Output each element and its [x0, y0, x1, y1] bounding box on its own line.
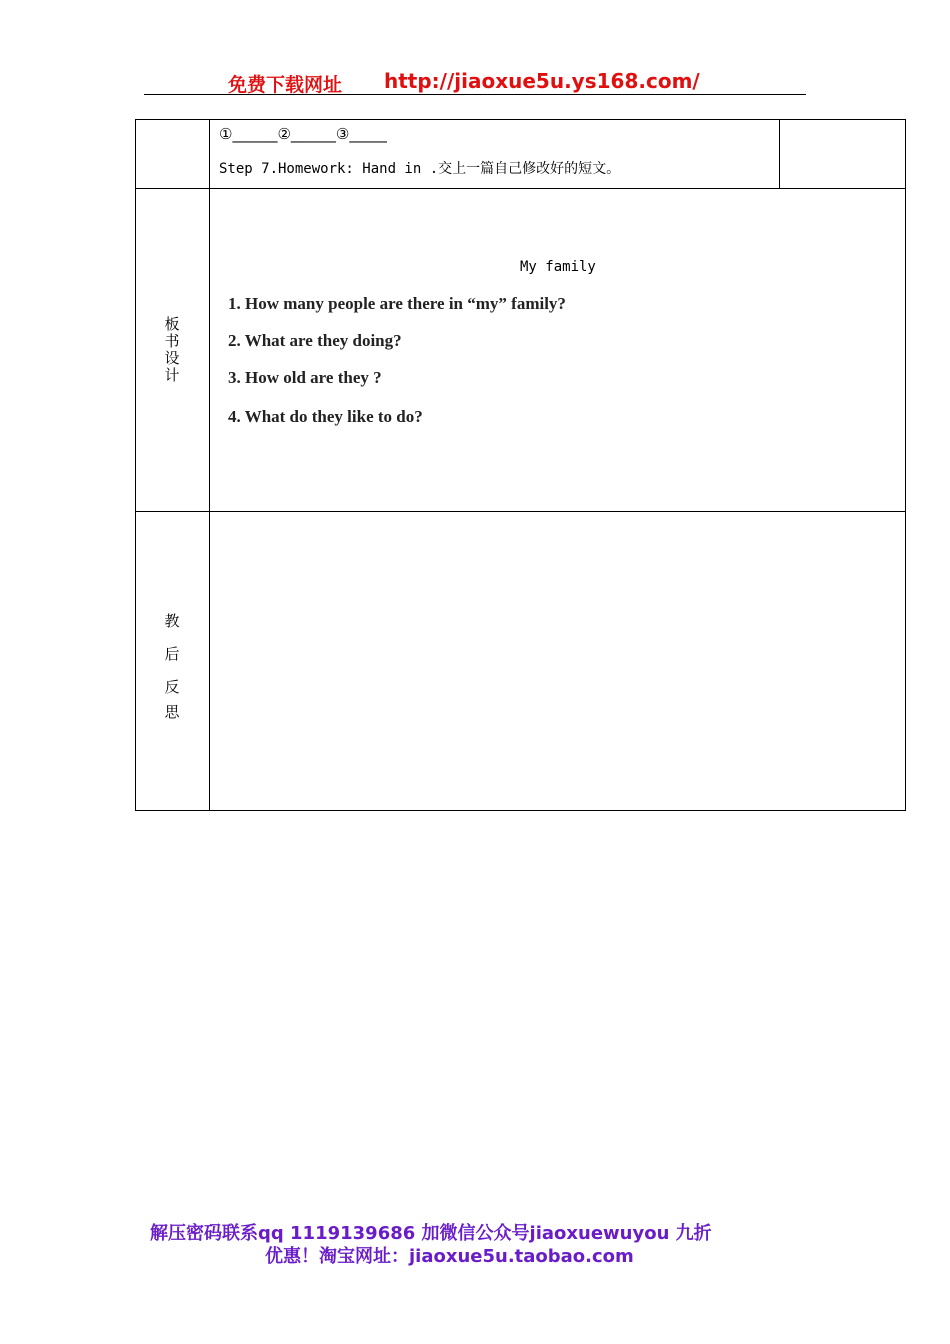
label-char: 计 — [164, 366, 180, 384]
footer-contact-line: 解压密码联系qq 1119139686 加微信公众号jiaoxuewuyou 九折 — [150, 1223, 712, 1244]
table-col-divider-1 — [209, 119, 210, 811]
homework-step — [219, 158, 620, 178]
step-chinese-text: 交上一篇自己修改好的短文。 — [438, 161, 621, 177]
label-char: 设 — [164, 349, 180, 367]
question-item: 1. How many people are there in “my” family? — [228, 294, 566, 313]
step-prefix: Step — [219, 161, 253, 177]
reflection-label — [162, 605, 182, 729]
table-col-divider-2 — [779, 119, 780, 189]
label-char: 教 — [164, 612, 180, 630]
label-char: 板 — [164, 315, 180, 333]
table-border-bottom — [135, 810, 906, 811]
board-title: My family — [520, 259, 596, 275]
label-char: 后 — [164, 645, 180, 663]
table-border-top — [135, 119, 906, 120]
table-row-divider-1 — [135, 188, 906, 189]
table-row-divider-2 — [135, 511, 906, 512]
board-design-label — [162, 316, 182, 384]
label-char: 书 — [164, 332, 180, 350]
label-char: 思 — [164, 703, 180, 721]
question-item: 4. What do they like to do? — [228, 407, 423, 426]
table-border-left — [135, 119, 136, 811]
table-border-right — [905, 119, 906, 811]
question-item: 2. What are they doing? — [228, 331, 402, 350]
question-item: 3. How old are they ? — [228, 368, 382, 387]
answer-blanks: ①______②______③_____ — [219, 125, 387, 143]
site-url-link[interactable]: http://jiaoxue5u.ys168.com/ — [384, 69, 700, 93]
page-header — [144, 68, 806, 95]
footer-shop-line[interactable]: 优惠！淘宝网址：jiaoxue5u.taobao.com — [265, 1246, 634, 1267]
label-char: 反 — [164, 678, 180, 696]
step-text: 7.Homework: Hand in . — [252, 161, 439, 177]
site-label: 免费下载网址 — [228, 74, 343, 96]
